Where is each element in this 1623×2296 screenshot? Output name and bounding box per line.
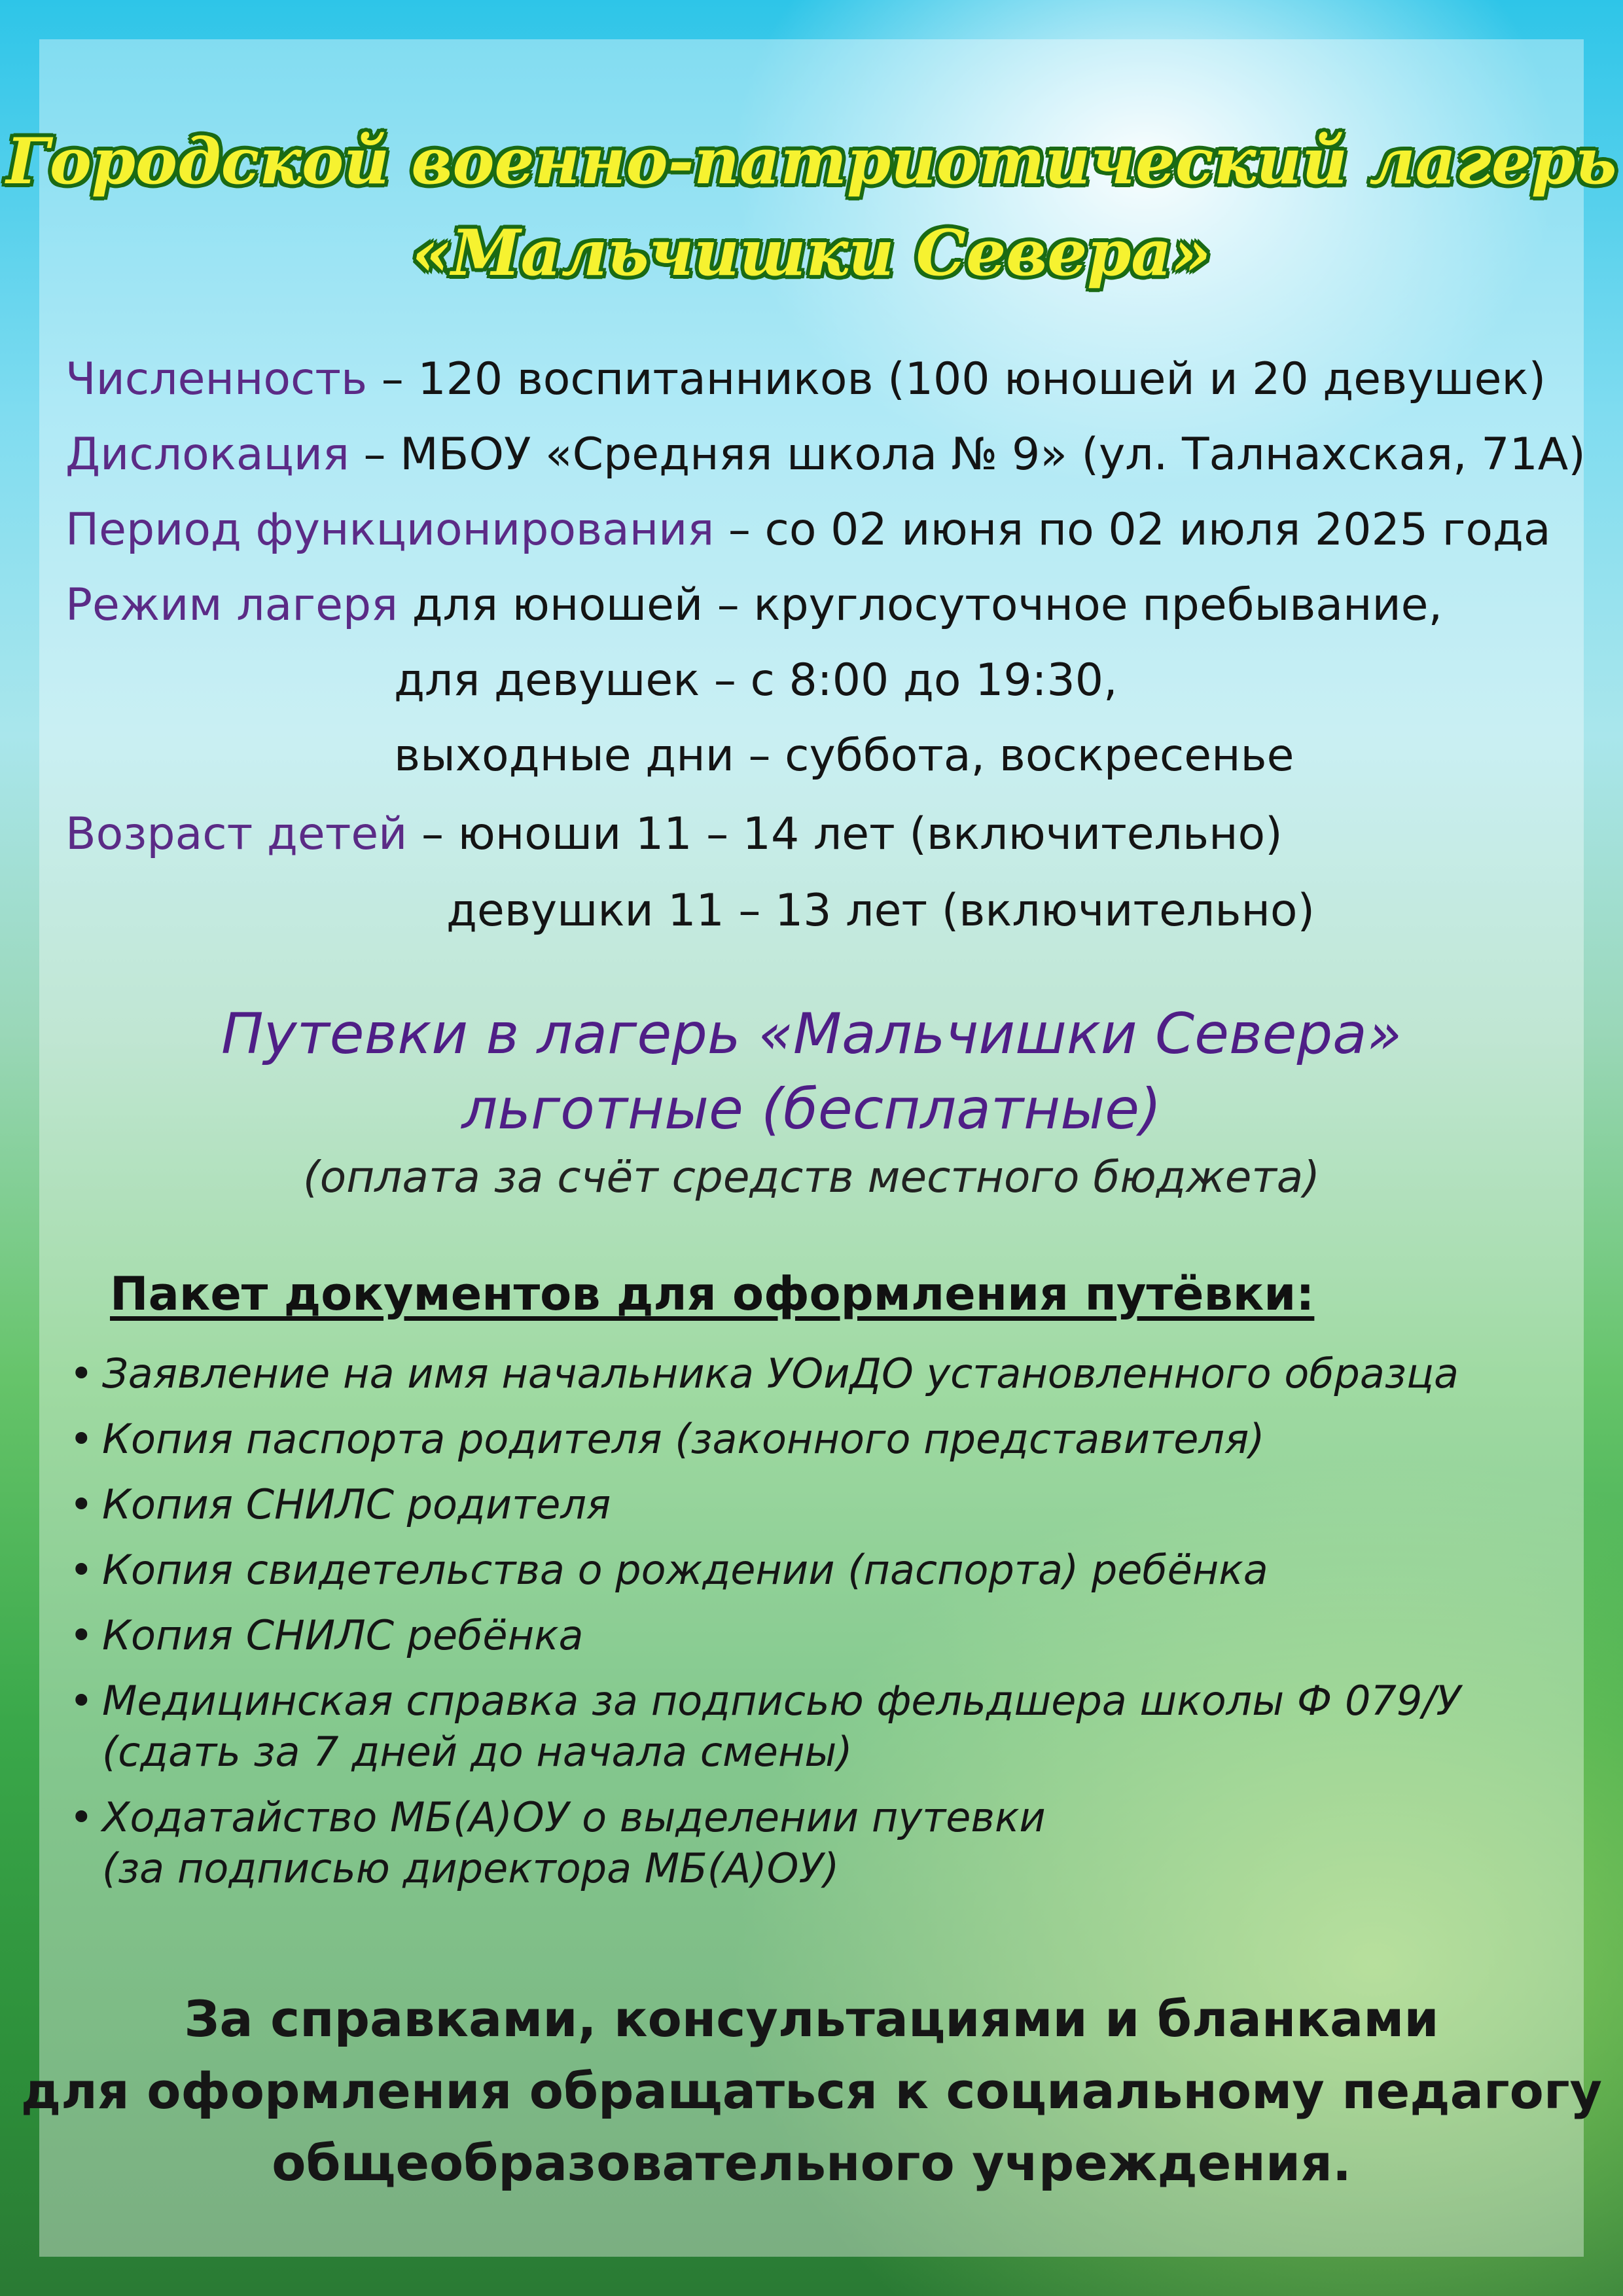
bullet-icon: • [69,1793,94,1841]
list-item: • Копия СНИЛС родителя [65,1479,1571,1530]
mode-line1: для юношей – круглосуточное пребывание, [397,579,1443,631]
info-mode [65,579,1442,632]
info-count [65,353,1546,406]
list-item: • Копия паспорта родителя (законного представителя) [65,1414,1571,1465]
bullet-icon: • [69,1611,94,1659]
list-item: • Копия свидетельства о рождении (паспорта) ребёнка [65,1545,1571,1596]
bullet-icon: • [69,1415,94,1463]
contact-line3: общеобразовательного учреждения. [272,2134,1351,2192]
info-age [65,808,1283,861]
count-value: – 120 воспитанников (100 юношей и 20 девушек) [367,353,1546,405]
poster-title-line1: Городской военно-патриотический лагерь [6,124,1617,198]
documents-title: Пакет документов для оформления путёвки: [110,1267,1315,1321]
period-label: Период функционирования [65,504,715,556]
location-label: Дислокация [65,429,349,480]
info-period [65,504,1551,556]
tickets-note: (оплата за счёт средств местного бюджета) [303,1152,1320,1202]
count-label: Численность [65,353,368,405]
tickets-line1: Путевки в лагерь «Мальчишки Севера» [221,1001,1402,1067]
mode-line3: выходные дни – суббота, воскресенье [394,730,1294,781]
list-item: • Ходатайство МБ(А)ОУ о выделении путевки (за подписью директора МБ(А)ОУ) [69,1793,1046,1892]
info-location [65,429,1586,481]
mode-label: Режим лагеря [65,579,398,631]
contact-line2: для оформления обращаться к социальному педагогу [20,2062,1603,2120]
mode-line2: для девушек – с 8:00 до 19:30, [394,655,1118,706]
list-item: • Копия СНИЛС ребёнка [65,1610,1571,1661]
location-value: – МБОУ «Средняя школа № 9» (ул. Талнахская, 71А) [349,429,1586,480]
age-label: Возраст детей [65,808,408,860]
age-line2: девушки 11 – 13 лет (включительно) [446,885,1315,937]
bullet-icon: • [69,1677,94,1725]
age-line1: – юноши 11 – 14 лет (включительно) [407,808,1283,860]
period-value: – со 02 июня по 02 июля 2025 года [714,504,1551,556]
tickets-line2: льготные (бесплатные) [461,1077,1162,1142]
bullet-icon: • [69,1350,94,1397]
list-item: • Заявление на имя начальника УОиДО установленного образца [65,1348,1571,1399]
bullet-icon: • [69,1546,94,1594]
contact-line1: За справками, консультациями и бланками [184,1990,1439,2048]
bullet-icon: • [69,1480,94,1528]
poster-title-line2: «Мальчишки Севера» [412,216,1211,290]
documents-list [65,1348,1571,1909]
list-item: • Медицинская справка за подписью фельдшера школы Ф 079/У (сдать за 7 дней до начала смены) [69,1677,1461,1776]
